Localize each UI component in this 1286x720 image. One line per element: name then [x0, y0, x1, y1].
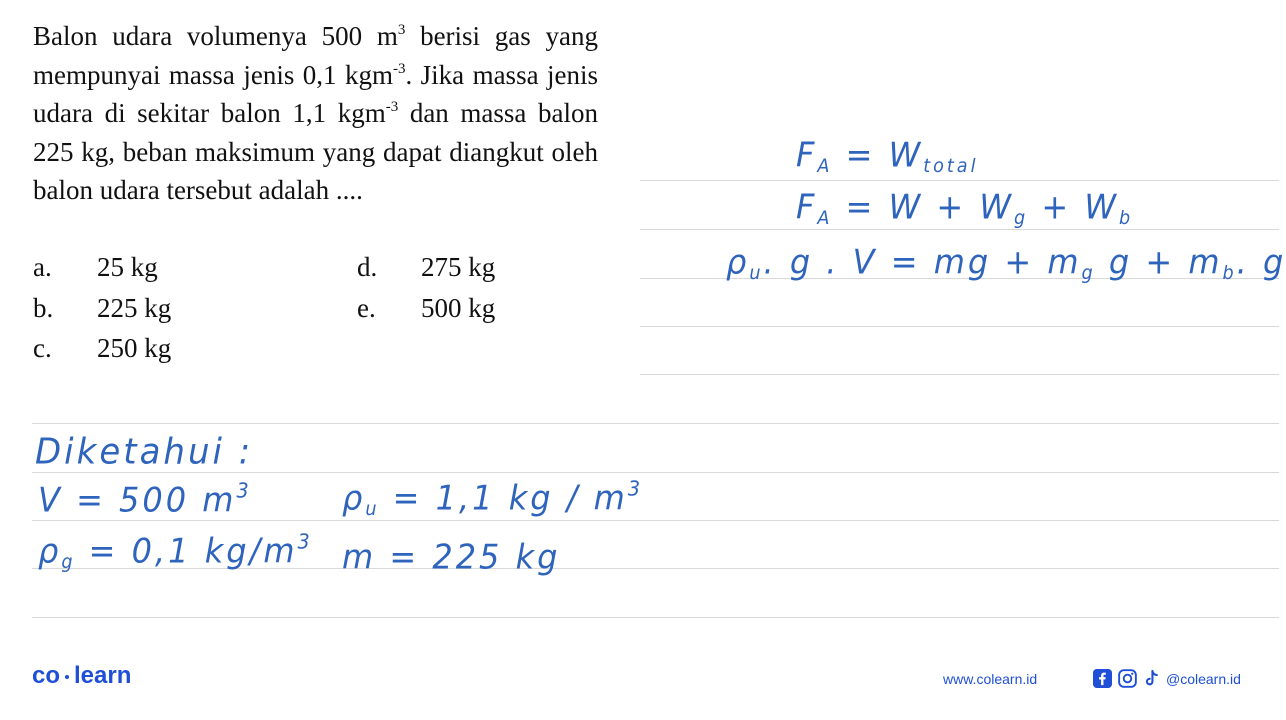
social-handle[interactable]: @colearn.id [1166, 671, 1241, 687]
ruled-line [32, 617, 1279, 618]
equation-density-expansion: $\rho_u$. g . V = mg + $m_g$ $g + m_b$. g [726, 242, 1286, 285]
question-text: Balon udara volumenya 500 $m^3$ berisi gas yang mempunyai massa jenis 0,1 kgm$^{-3}$. Jika massa jenis udara di sekitar balon 1,1 kgm$^{-3}$ dan massa balon 225 kg, beban maksimum yang dapat diangkut oleh balon udara tersebut adalah .... [33, 21, 598, 205]
website-link[interactable]: www.colearn.id [943, 671, 1038, 687]
ruled-line [32, 520, 1279, 521]
equation-buoyancy-sum: $F_A = W + W_g + W_b$ [796, 187, 1134, 230]
known-volume: V = 500 $m^3$ [38, 478, 252, 520]
ruled-line [640, 180, 1279, 181]
ruled-line [640, 326, 1279, 327]
known-air-density: $\rho_u = 1,1$ kg / $m^3$ [342, 476, 644, 521]
tiktok-icon[interactable] [1142, 669, 1161, 688]
ruled-line [640, 374, 1279, 375]
option-d: d. 275 kg [357, 252, 496, 282]
known-gas-density: $\rho_g = 0,1$ $kg/m^3$ [38, 529, 313, 574]
ruled-line [32, 423, 1279, 424]
known-balloon-mass: m = 225 kg [342, 537, 561, 577]
option-b: b. 225 kg [33, 293, 172, 323]
colearn-logo: co learn [32, 662, 132, 689]
option-e: e. 500 kg [357, 293, 496, 323]
instagram-icon[interactable] [1118, 669, 1137, 688]
equation-buoyancy-total: $F_A = W_{total}$ [796, 135, 979, 178]
option-a: a. 25 kg [33, 252, 158, 282]
facebook-icon[interactable] [1093, 669, 1112, 688]
option-c: c. 250 kg [33, 333, 172, 363]
known-title: Diketahui : [35, 431, 254, 473]
ruled-line [640, 229, 1279, 230]
